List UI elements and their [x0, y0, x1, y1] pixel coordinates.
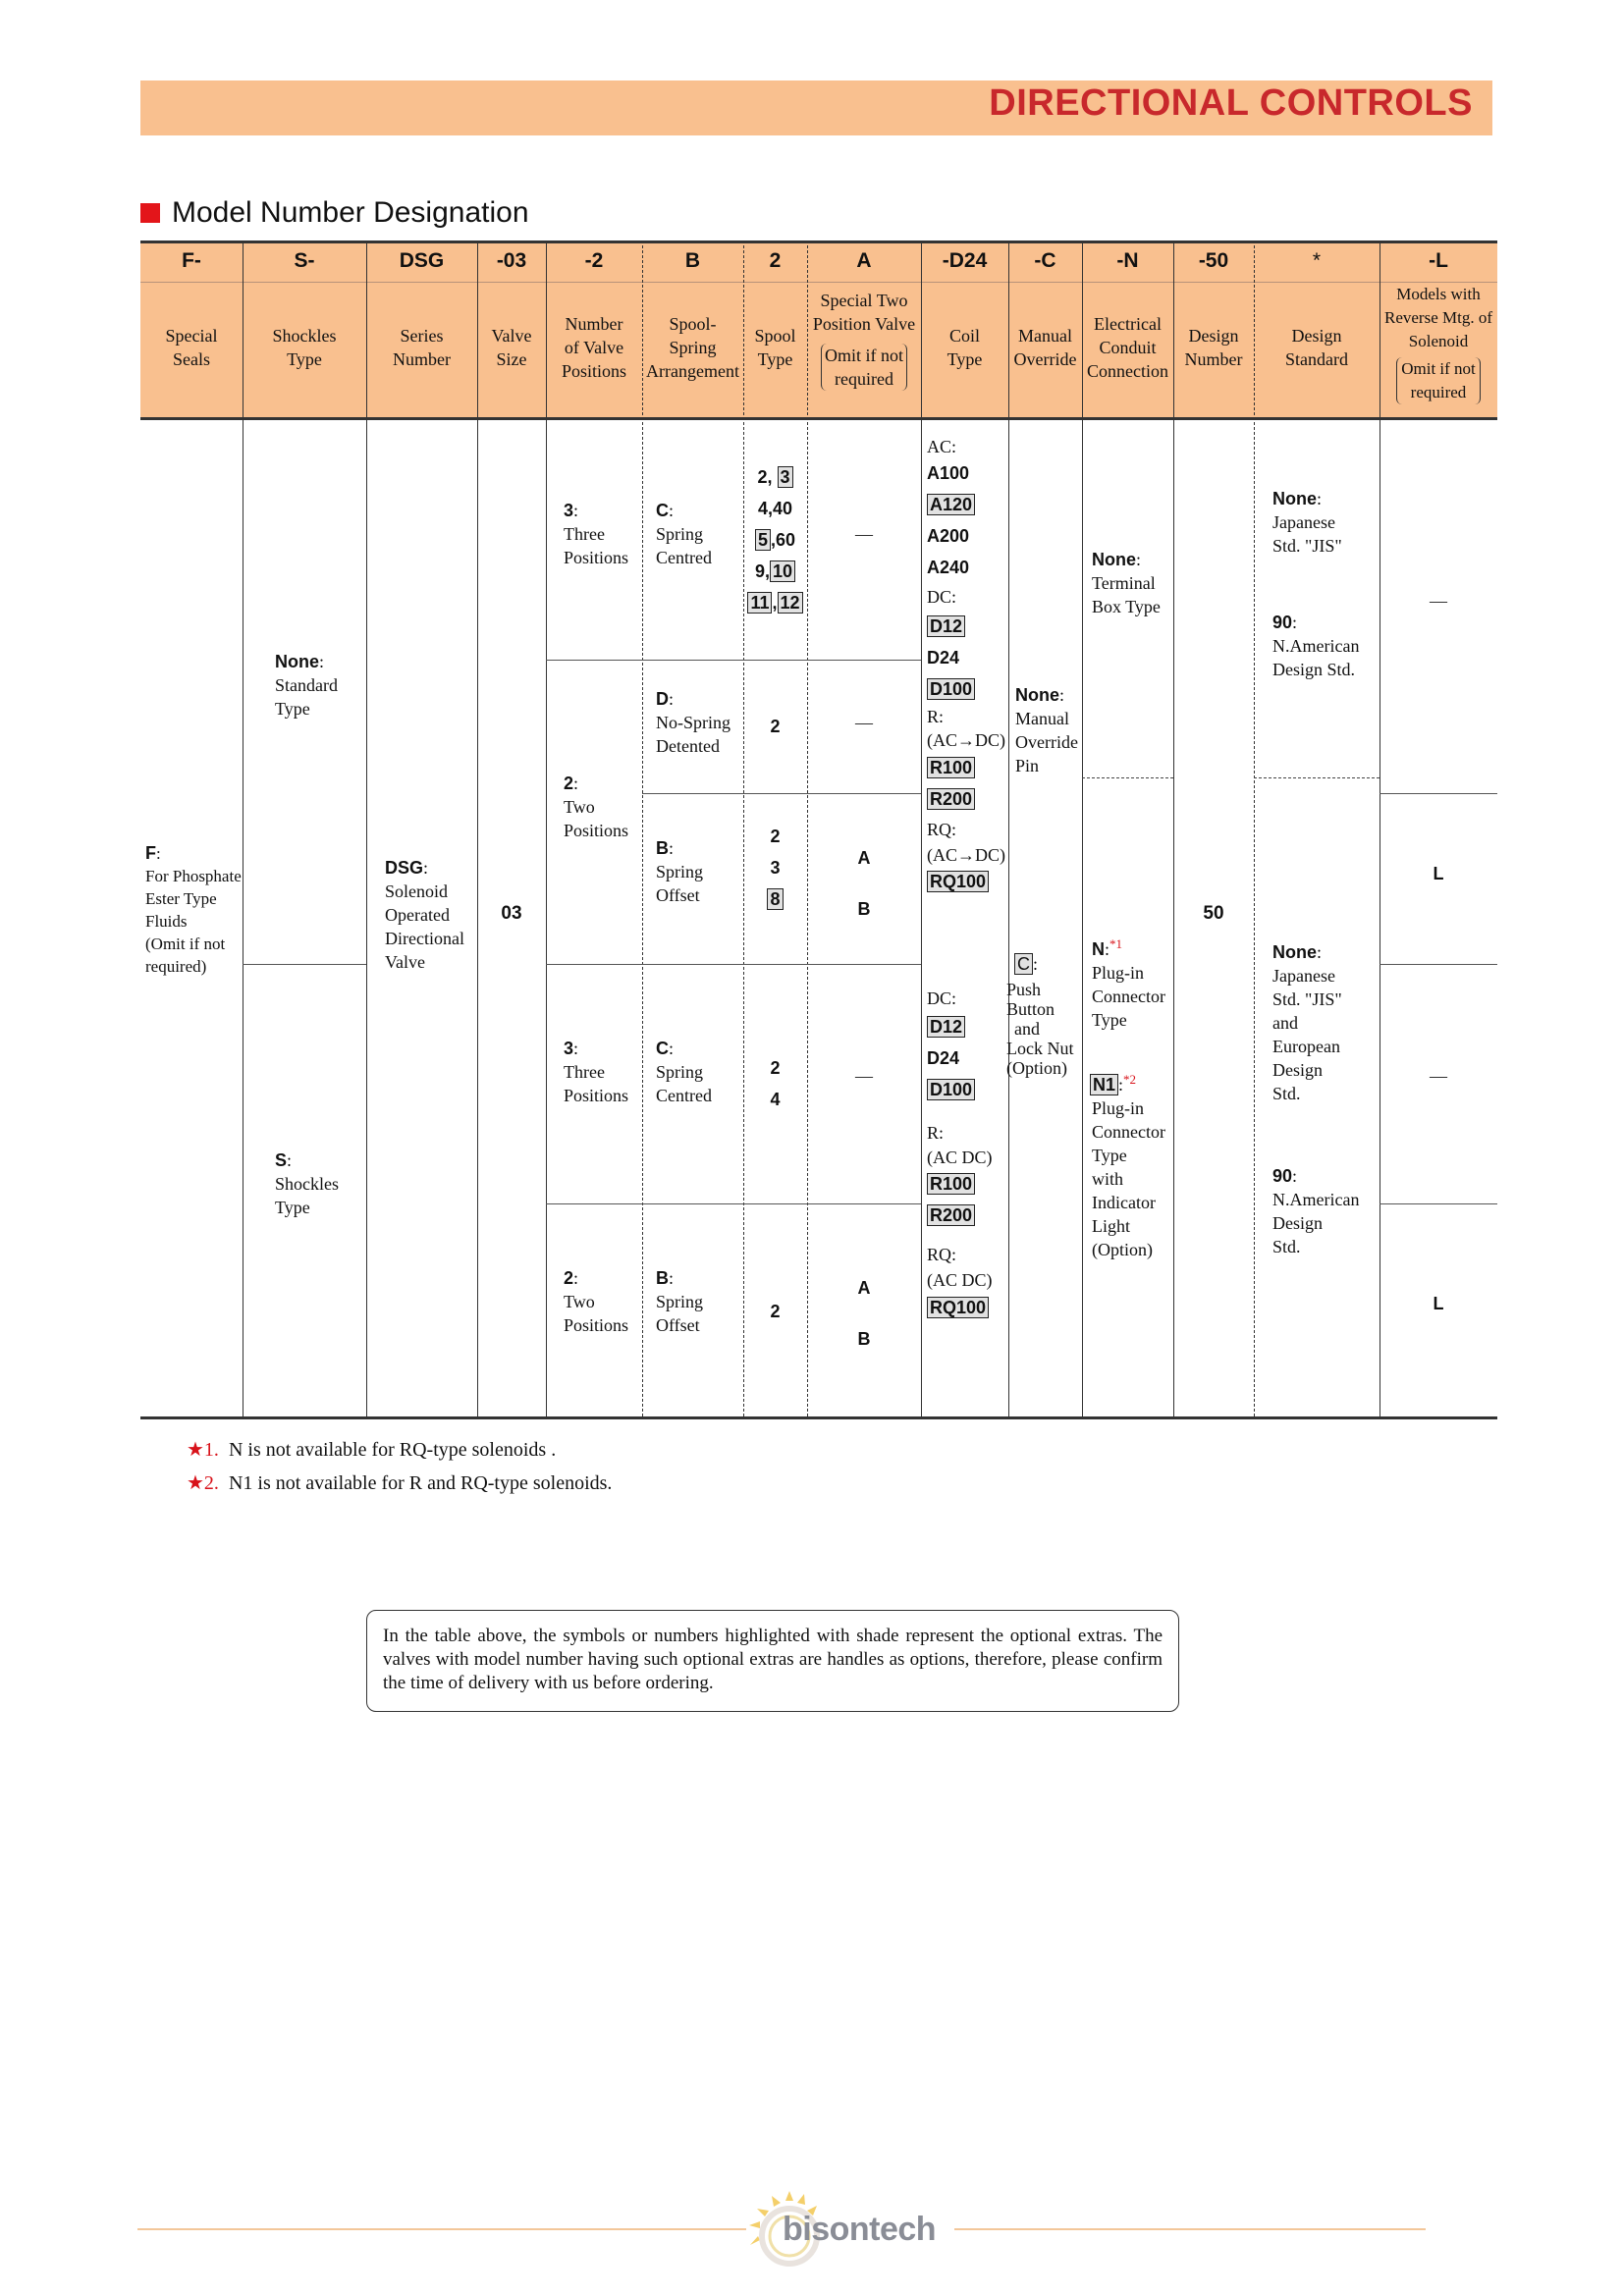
footer-line-right — [954, 2228, 1426, 2230]
header-coil-type: Coil Type — [947, 326, 983, 369]
cell-spool-r5: 2 — [770, 1302, 781, 1321]
code-design-standard: * — [1312, 249, 1322, 272]
section-title-text: Model Number Designation — [172, 196, 529, 229]
section-title — [140, 196, 529, 230]
cell-positions-3a: 3: Three Positions — [564, 501, 629, 567]
cell-spool-r1: 2, 3 4,40 5 ,60 9, 10 11 , 12 — [743, 461, 807, 618]
footnote-2: ★2. N1 is not available for R and RQ-type solenoids. — [187, 1472, 613, 1494]
cell-shockles-s: S: Shockles Type — [275, 1150, 339, 1217]
bisontech-logo — [748, 2189, 954, 2277]
cell-manual-c: C : Push Button and Lock Nut (Option) — [1006, 954, 1074, 1078]
cell-valve-size: 03 — [501, 903, 522, 924]
cell-special-r5: A B — [857, 1278, 871, 1349]
cell-reverse-r2: L — [1433, 864, 1444, 883]
code-spool-spring: B — [684, 249, 701, 272]
header-shockles-type: Shockles Type — [272, 326, 337, 369]
cell-std-90-2: 90: N.American Design Std. — [1272, 1166, 1360, 1256]
cell-spool-r3: 2 3 8 — [743, 821, 807, 915]
cell-spring-b2: B: Spring Offset — [656, 1268, 704, 1335]
cell-std-none-2: None: Japanese Std. "JIS" and European Design Std. — [1272, 942, 1342, 1103]
code-valve-size: -03 — [496, 249, 527, 272]
header-design-number: Design Number — [1184, 326, 1243, 369]
cell-special-r3: A B — [857, 848, 871, 919]
header-design-standard: Design Standard — [1285, 326, 1348, 369]
cell-positions-2b: 2: Two Positions — [564, 1268, 629, 1335]
code-electrical: -N — [1116, 249, 1139, 272]
star-icon: ★1. — [187, 1439, 219, 1461]
cell-coil-top: AC: A100 A120 A200 A240 DC: D12 D24 D100 R: (AC→DC) R100 R200 RQ: (AC→DC) RQ100 — [927, 437, 1005, 891]
page-title: DIRECTIONAL CONTROLS — [989, 82, 1473, 124]
cell-positions-3b: 3: Three Positions — [564, 1039, 629, 1105]
cell-special-r1: — — [855, 524, 873, 544]
cell-manual-none: None: Manual Override Pin — [1015, 685, 1078, 775]
cell-special-seals: F: For Phosphate Ester Type Fluids (Omit if not required) — [145, 843, 242, 976]
cell-spring-c2: C: Spring Centred — [656, 1039, 712, 1105]
cell-std-none-1: None: Japanese Std. "JIS" — [1272, 489, 1342, 556]
cell-elec-n1: N1 :$^{*2}$ Plug-in Connector Type with Indicator Light (Option) — [1092, 1072, 1165, 1259]
cell-spring-c1: C: Spring Centred — [656, 501, 712, 567]
header-valve-size: Valve Size — [491, 326, 532, 369]
header-banner — [140, 80, 1492, 135]
cell-elec-n: N:$^{*1}$ Plug-in Connector Type — [1092, 936, 1165, 1030]
code-spool-type: 2 — [769, 249, 782, 272]
code-series-number: DSG — [399, 249, 445, 272]
cell-spring-d: D: No-Spring Detented — [656, 689, 730, 756]
info-box — [366, 1610, 1179, 1712]
header-valve-positions: Number of Valve Positions — [561, 314, 627, 381]
code-manual-override: -C — [1034, 249, 1056, 272]
spool-3-optional: 3 — [778, 466, 793, 488]
header-spool-spring: Spool- Spring Arrangement — [646, 314, 739, 381]
cell-special-r2: — — [855, 713, 873, 732]
red-square-icon — [140, 203, 160, 223]
header-spool-type: Spool Type — [754, 326, 796, 369]
cell-special-r4: — — [855, 1066, 873, 1086]
star-icon: ★2. — [187, 1472, 219, 1494]
cell-reverse-r4: L — [1433, 1294, 1444, 1313]
cell-spring-b1: B: Spring Offset — [656, 838, 704, 905]
logo-text: bisontech — [783, 2211, 937, 2248]
header-special-two: Special Two Position Valve Omit if not required — [812, 291, 916, 389]
footer-line-left — [137, 2228, 746, 2230]
cell-positions-2a: 2: Two Positions — [564, 774, 629, 840]
cell-reverse-r1: — — [1430, 591, 1447, 611]
info-box-text: In the table above, the symbols or numbers highlighted with shade represent the optional extras. The valves with model number having such optional extras are handles as options, therefore, please confirm the time of delivery with us before ordering. — [383, 1626, 1163, 1693]
cell-reverse-r3: — — [1430, 1066, 1447, 1086]
footnote-1: ★1. N is not available for RQ-type solenoids . — [187, 1439, 557, 1461]
cell-coil-bottom: DC: D12 D24 D100 R: (AC DC) R100 R200 RQ: (AC DC) RQ100 — [927, 988, 993, 1317]
cell-shockles-none: None: Standard Type — [275, 652, 338, 719]
code-coil-type: -D24 — [942, 249, 988, 272]
header-series-number: Series Number — [393, 326, 451, 369]
cell-spool-r2: 2 — [770, 717, 781, 736]
header-electrical: Electrical Conduit Connection — [1087, 314, 1168, 381]
code-special-seals: F- — [182, 249, 201, 272]
cell-std-90-1: 90: N.American Design Std. — [1272, 613, 1360, 679]
code-reverse: -L — [1429, 249, 1448, 272]
cell-series: DSG: Solenoid Operated Directional Valve — [385, 858, 464, 972]
cell-spool-r4: 2 4 — [770, 1058, 781, 1109]
header-models-reverse: Models with Reverse Mtg. of Solenoid Omit if not required — [1380, 283, 1497, 404]
code-design-number: -50 — [1198, 249, 1229, 272]
cell-design-number: 50 — [1203, 903, 1224, 924]
code-special-two: A — [856, 249, 872, 272]
cell-elec-none: None: Terminal Box Type — [1092, 550, 1161, 616]
header-special-seals: Special Seals — [165, 326, 218, 369]
code-shockles-type: S- — [294, 249, 315, 272]
code-valve-positions: -2 — [584, 249, 604, 272]
header-manual-override: Manual Override — [1013, 326, 1077, 369]
